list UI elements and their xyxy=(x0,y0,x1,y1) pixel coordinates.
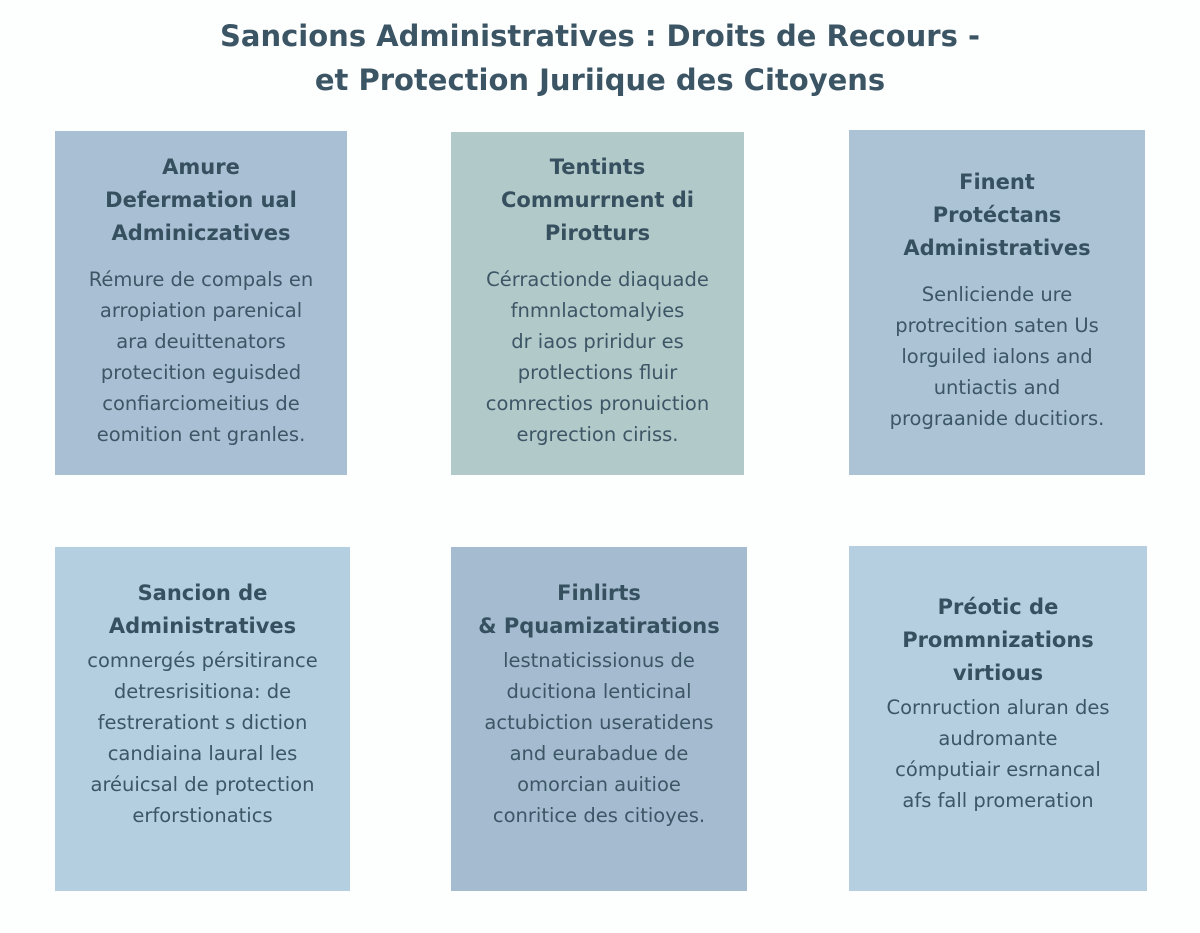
card-3-body-line: lorguiled ialons and xyxy=(901,344,1093,368)
card-2-heading xyxy=(486,151,709,250)
card-3-heading-line: Finent xyxy=(959,169,1035,194)
card-1-body-line: protecition eguisded xyxy=(100,360,302,384)
card-1-body-line: arropiation parenical xyxy=(99,298,303,322)
card-3-heading-line: Administratives xyxy=(903,235,1091,260)
card-6-heading-line: Préotic de xyxy=(937,595,1059,619)
card-4-body-line: detresrisitiona: de xyxy=(113,680,292,703)
card-6-body-line: afs fall promeration xyxy=(902,789,1094,812)
card-1-content xyxy=(89,151,314,450)
card-3-body xyxy=(890,279,1105,434)
card-1 xyxy=(55,131,347,475)
card-5 xyxy=(451,547,747,891)
card-6 xyxy=(849,546,1147,891)
card-4-content xyxy=(87,577,318,831)
card-5-body-line: ducitiona lenticinal xyxy=(506,680,692,703)
card-3-body-line: Senliciende ure xyxy=(921,282,1073,306)
card-2-body xyxy=(486,264,709,450)
card-5-content xyxy=(478,577,720,831)
card-6-heading-line: Prommnizations xyxy=(902,628,1094,652)
card-3 xyxy=(849,130,1145,475)
card-6-body-line: Cornruction aluran des xyxy=(886,696,1110,719)
card-5-body-line: omorcian auitioe xyxy=(517,773,681,796)
page-title-line-2: et Protection Juriique des Citoyens xyxy=(314,63,886,97)
card-1-heading-line: Defermation ual xyxy=(105,187,297,212)
card-6-body-line: cómputiair esrnancal xyxy=(895,758,1101,781)
card-1-body-line: ara deuittenators xyxy=(116,329,286,353)
card-5-heading-line: Finlirts xyxy=(557,581,641,605)
card-5-heading xyxy=(478,577,720,643)
card-3-body-line: protrecition saten Us xyxy=(895,313,1099,337)
card-2 xyxy=(451,132,744,475)
card-2-body-line: ergrection ciriss. xyxy=(516,423,679,446)
card-4-heading-line: Administratives xyxy=(108,614,297,638)
card-4-body-line: festrerationt s diction xyxy=(97,711,308,734)
card-1-heading-line: Adminiczatives xyxy=(111,220,291,245)
card-1-body xyxy=(89,264,314,450)
card-5-body-line: lestnaticissionus de xyxy=(503,649,695,672)
page-title-line-1: Sancions Administratives : Droits de Recours - xyxy=(220,19,980,53)
card-3-content xyxy=(890,166,1105,434)
card-6-heading xyxy=(886,591,1109,690)
card-1-heading xyxy=(89,151,314,250)
card-6-body-line: audromante xyxy=(938,727,1058,750)
card-1-heading-line: Amure xyxy=(162,154,240,179)
card-1-body-line: confiarciomeitius de xyxy=(102,391,300,415)
card-3-heading xyxy=(890,166,1105,265)
card-4-body-line: comnergés pérsitirance xyxy=(87,649,318,672)
card-5-body xyxy=(478,645,720,831)
card-2-body-line: fnmnlactomalyies xyxy=(510,299,685,322)
card-4-body-line: aréuicsal de protection xyxy=(90,773,315,796)
card-2-body-line: comrectios pronuiction xyxy=(485,392,710,415)
card-4-body-line: erforstionatics xyxy=(132,804,273,827)
card-4 xyxy=(55,547,350,891)
card-4-heading-line: Sancion de xyxy=(137,581,268,605)
card-3-heading-line: Protéctans xyxy=(932,202,1062,227)
card-4-heading xyxy=(87,577,318,643)
card-5-body-line: and eurabadue de xyxy=(509,742,689,765)
card-6-body xyxy=(886,692,1109,816)
card-5-heading-line: & Pquamizatirations xyxy=(478,614,720,638)
card-1-body-line: eomition ent granles. xyxy=(96,422,306,446)
card-2-body-line: protlections fluir xyxy=(517,361,678,384)
page-title xyxy=(0,14,1200,102)
card-2-heading-line: Commurrnent di xyxy=(500,188,694,212)
card-5-body-line: actubiction useratidens xyxy=(484,711,714,734)
card-2-heading-line: Tentints xyxy=(549,155,646,179)
card-3-body-line: untiactis and xyxy=(933,375,1061,399)
card-2-content xyxy=(486,151,709,450)
card-2-body-line: Cérractionde diaquade xyxy=(486,268,709,291)
card-5-body-line: conritice des citioyes. xyxy=(492,804,706,827)
card-2-body-line: dr iaos priridur es xyxy=(511,330,684,353)
card-4-body-line: candiaina laural les xyxy=(107,742,298,765)
card-1-body-line: Rémure de compals en xyxy=(88,267,314,291)
card-4-body xyxy=(87,645,318,831)
card-3-body-line: prograanide ducitiors. xyxy=(889,406,1105,430)
card-6-content xyxy=(886,591,1109,816)
card-6-heading-line: virtious xyxy=(952,661,1044,685)
card-2-heading-line: Pirotturs xyxy=(544,221,651,245)
